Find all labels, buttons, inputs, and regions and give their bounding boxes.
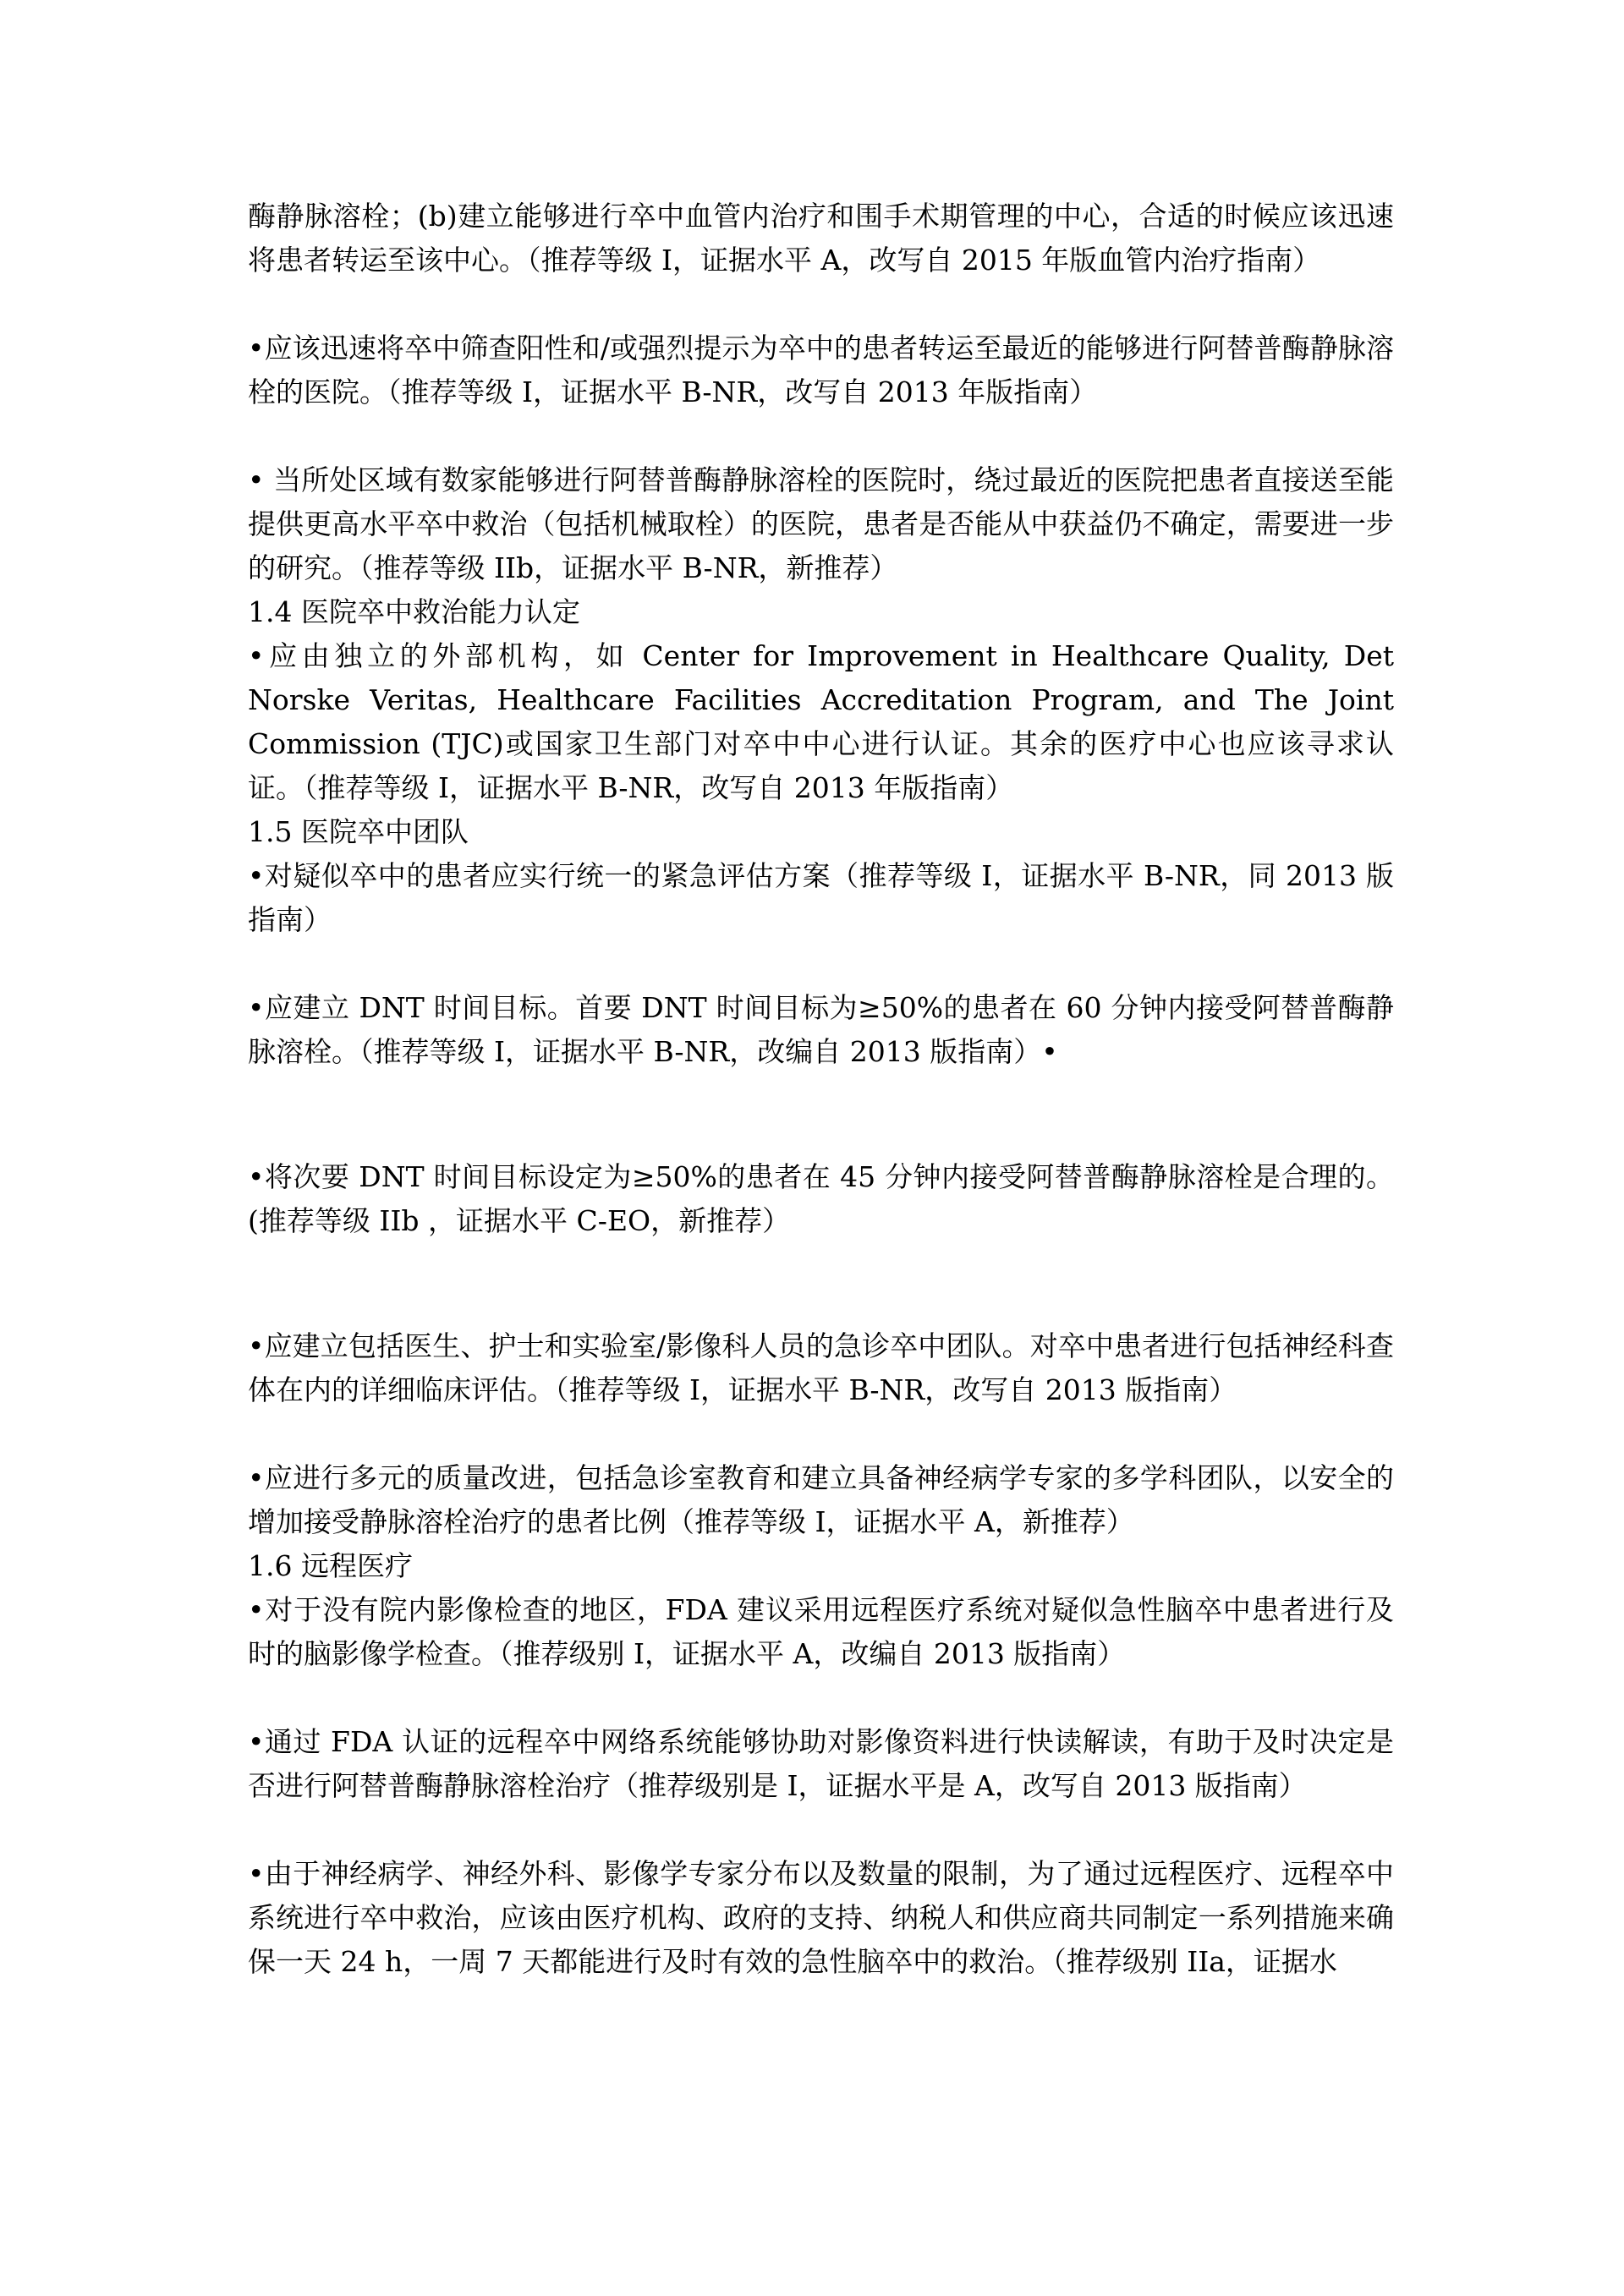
paragraph-quality-improvement: •应进行多元的质量改进，包括急诊室教育和建立具备神经病学专家的多学科团队，以安全的增加接受静脉溶栓治疗的患者比例（推荐等级 I，证据水平 A，新推荐） xyxy=(248,1461,1394,1538)
paragraph-telemedicine-imaging: •对于没有院内影像检查的地区，FDA 建议采用远程医疗系统对疑似急性脑卒中患者进行及时的脑影像学检查。（推荐级别 I，证据水平 A，改编自 2013 版指南） xyxy=(248,1593,1394,1670)
paragraph-bypass-nearest-hospital: • 当所处区域有数家能够进行阿替普酶静脉溶栓的医院时，绕过最近的医院把患者直接送至能提供更高水平卒中救治（包括机械取栓）的医院，患者是否能从中获益仍不确定，需要进一步的研究。（推荐等级 IIb，证据水平 B-NR，新推荐） xyxy=(248,463,1394,584)
document-body xyxy=(248,195,1394,1984)
paragraph-telestroke-network: •通过 FDA 认证的远程卒中网络系统能够协助对影像资料进行快读解读，有助于及时决定是否进行阿替普酶静脉溶栓治疗（推荐级别是 I，证据水平是 A，改写自 2013 版指南） xyxy=(248,1725,1394,1802)
paragraph-rapid-transport: •应该迅速将卒中筛查阳性和/或强烈提示为卒中的患者转运至最近的能够进行阿替普酶静脉溶栓的医院。（推荐等级 I，证据水平 B-NR，改写自 2013 年版指南） xyxy=(248,332,1394,408)
section-heading-1-6: 1.6 远程医疗 xyxy=(248,1549,413,1582)
paragraph-certification: •应由独立的外部机构，如 Center for Improvement in Healthcare Quality, Det Norske Veritas, Healthcare Facilities Accreditation Program, and The Joint Commission (TJC)或国家卫生部门对卒中中心进行认证。其余的医疗中心也应该寻求认证。（推荐等级 I，证据水平 B-NR，改写自 2013 年版指南） xyxy=(248,639,1394,804)
section-heading-1-4: 1.4 医院卒中救治能力认定 xyxy=(248,595,580,628)
paragraph-24h-coverage: •由于神经病学、神经外科、影像学专家分布以及数量的限制，为了通过远程医疗、远程卒中系统进行卒中救治，应该由医疗机构、政府的支持、纳税人和供应商共同制定一系列措施来确保一天 24 h，一周 7 天都能进行及时有效的急性脑卒中的救治。（推荐级别 IIa，证据水 xyxy=(248,1857,1394,1978)
paragraph-stroke-team: •应建立包括医生、护士和实验室/影像科人员的急诊卒中团队。对卒中患者进行包括神经科查体在内的详细临床评估。（推荐等级 I，证据水平 B-NR，改写自 2013 版指南） xyxy=(248,1329,1394,1406)
section-heading-1-5: 1.5 医院卒中团队 xyxy=(248,815,469,848)
paragraph-emergency-assessment: •对疑似卒中的患者应实行统一的紧急评估方案（推荐等级 I，证据水平 B-NR，同 2013 版指南） xyxy=(248,859,1394,936)
paragraph-secondary-dnt-goal: •将次要 DNT 时间目标设定为≥50%的患者在 45 分钟内接受阿替普酶静脉溶栓是合理的。(推荐等级 IIb ，证据水平 C-EO，新推荐） xyxy=(248,1160,1394,1237)
paragraph-primary-dnt-goal: •应建立 DNT 时间目标。首要 DNT 时间目标为≥50%的患者在 60 分钟内接受阿替普酶静脉溶栓。（推荐等级 I，证据水平 B-NR，改编自 2013 版指南）• xyxy=(248,991,1394,1068)
paragraph-thrombolysis-transfer-center: 酶静脉溶栓；(b)建立能够进行卒中血管内治疗和围手术期管理的中心，合适的时候应该迅速将患者转运至该中心。（推荐等级 I，证据水平 A，改写自 2015 年版血管内治疗指南） xyxy=(248,200,1394,277)
